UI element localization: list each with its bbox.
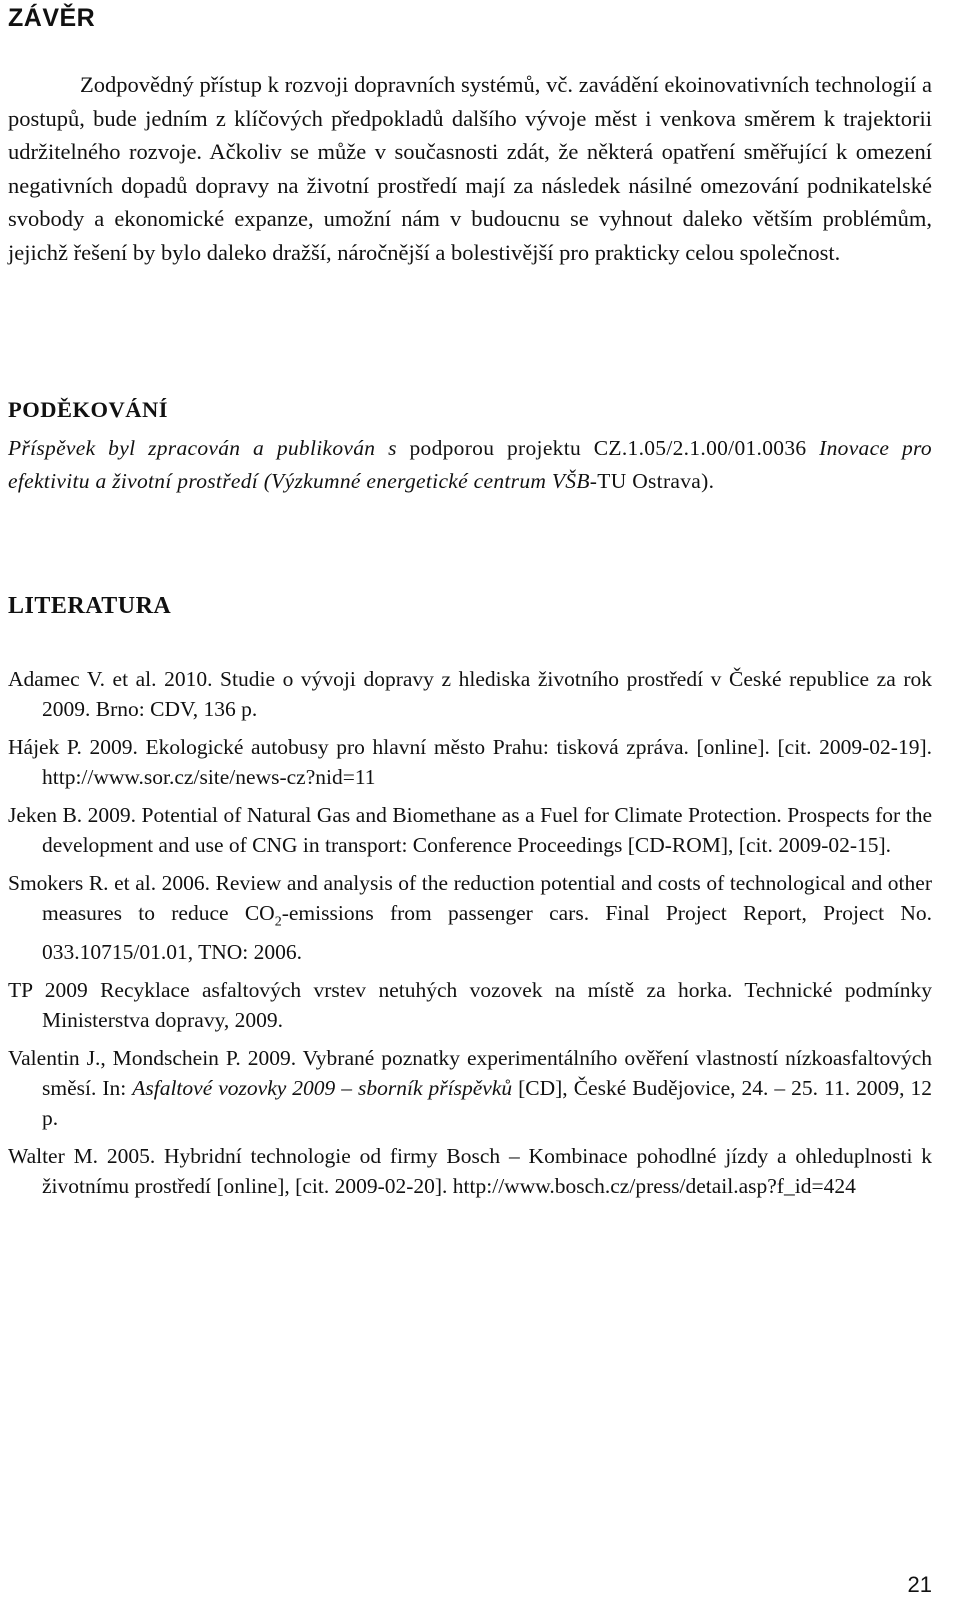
ack-end: -TU Ostrava). [589,469,715,493]
acknowledgement-heading: PODĚKOVÁNÍ [8,397,169,422]
ack-italic-2: Inovace pro efektivitu a životní prostředí (Výzkumné energetické centrum VŠB [8,436,932,493]
reference-item [8,800,932,860]
ack-project-code: podporou projektu CZ.1.05/2.1.00/01.0036 [396,436,820,460]
acknowledgement-text [8,432,932,498]
conclusion-paragraph: Zodpovědný přístup k rozvoji dopravních systémů, vč. zavádění ekoinovativních technologií a postupů, bude jedním z klíčových předpokladů dalšího vývoje měst i venkova směrem k trajektorii udržitelného rozvoje. Ačkoliv se může v současnosti zdát, že některá opatření směřující k omezení negativních dopadů dopravy na životní prostředí mají za následek násilné omezování podnikatelské svobody a ekonomické expanze, umožní nám v budoucnu se vyhnout daleko větším problémům, jejichž řešení by bylo daleko dražší, náročnější a bolestivější pro prakticky celou společnost. [8,72,932,265]
reference-text-cont: -emissions from passenger cars. Final Project Report, Project No. 033.10715/01.01, TNO: 2006. [42,901,932,965]
reference-text: Jeken B. 2009. Potential of Natural Gas and Biomethane as a Fuel for Climate Protection. Prospects for the development and use of CNG in transport: Conference Proceedings [CD-ROM], [cit. 2009-02-15]. [8,803,932,857]
reference-text: Walter M. 2005. Hybridní technologie od firmy Bosch – Kombinace pohodlné jízdy a ohleduplnosti k životnímu prostředí [online], [cit. 2009-02-20]. http://www.bosch.cz/press/detail.asp?f_id=424 [8,1144,932,1199]
reference-list [8,664,932,1209]
page-number: 21 [907,1572,932,1597]
reference-text: TP 2009 Recyklace asfaltových vrstev netuhých vozovek na místě za horka. Technické podmínky Ministerstva dopravy, 2009. [8,978,932,1033]
reference-text: Adamec V. et al. 2010. Studie o vývoji dopravy z hlediska životního prostředí v České republice za rok 2009. Brno: CDV, 136 p. [8,667,932,721]
reference-item [8,1141,932,1201]
reference-item [8,975,932,1035]
reference-text: Smokers R. et al. 2006. Review and analysis of the reduction potential and costs of technological and other measures to reduce CO [8,871,932,925]
reference-item [8,732,932,792]
ack-italic-1: Příspěvek byl zpracován a publikován s [8,436,397,460]
reference-text: Hájek P. 2009. Ekologické autobusy pro hlavní město Prahu: tisková zpráva. [online]. [cit. 2009-02-19]. http://www.sor.cz/site/news-cz?nid=11 [8,735,932,789]
reference-item [8,868,932,967]
literature-heading: LITERATURA [8,593,172,619]
reference-text-cont: [CD], České Budějovice, 24. – 25. 11. 2009, 12 p. [42,1076,932,1131]
reference-item [8,664,932,724]
reference-italic-title: Asfaltové vozovky 2009 – sborník příspěvků [132,1076,513,1101]
reference-item [8,1043,932,1133]
conclusion-heading: ZÁVĚR [8,4,96,32]
reference-text: Valentin J., Mondschein P. 2009. Vybrané poznatky experimentálního ověření vlastností nízkoasfaltových směsí. In: [8,1046,932,1101]
reference-subscript: 2 [274,914,282,930]
